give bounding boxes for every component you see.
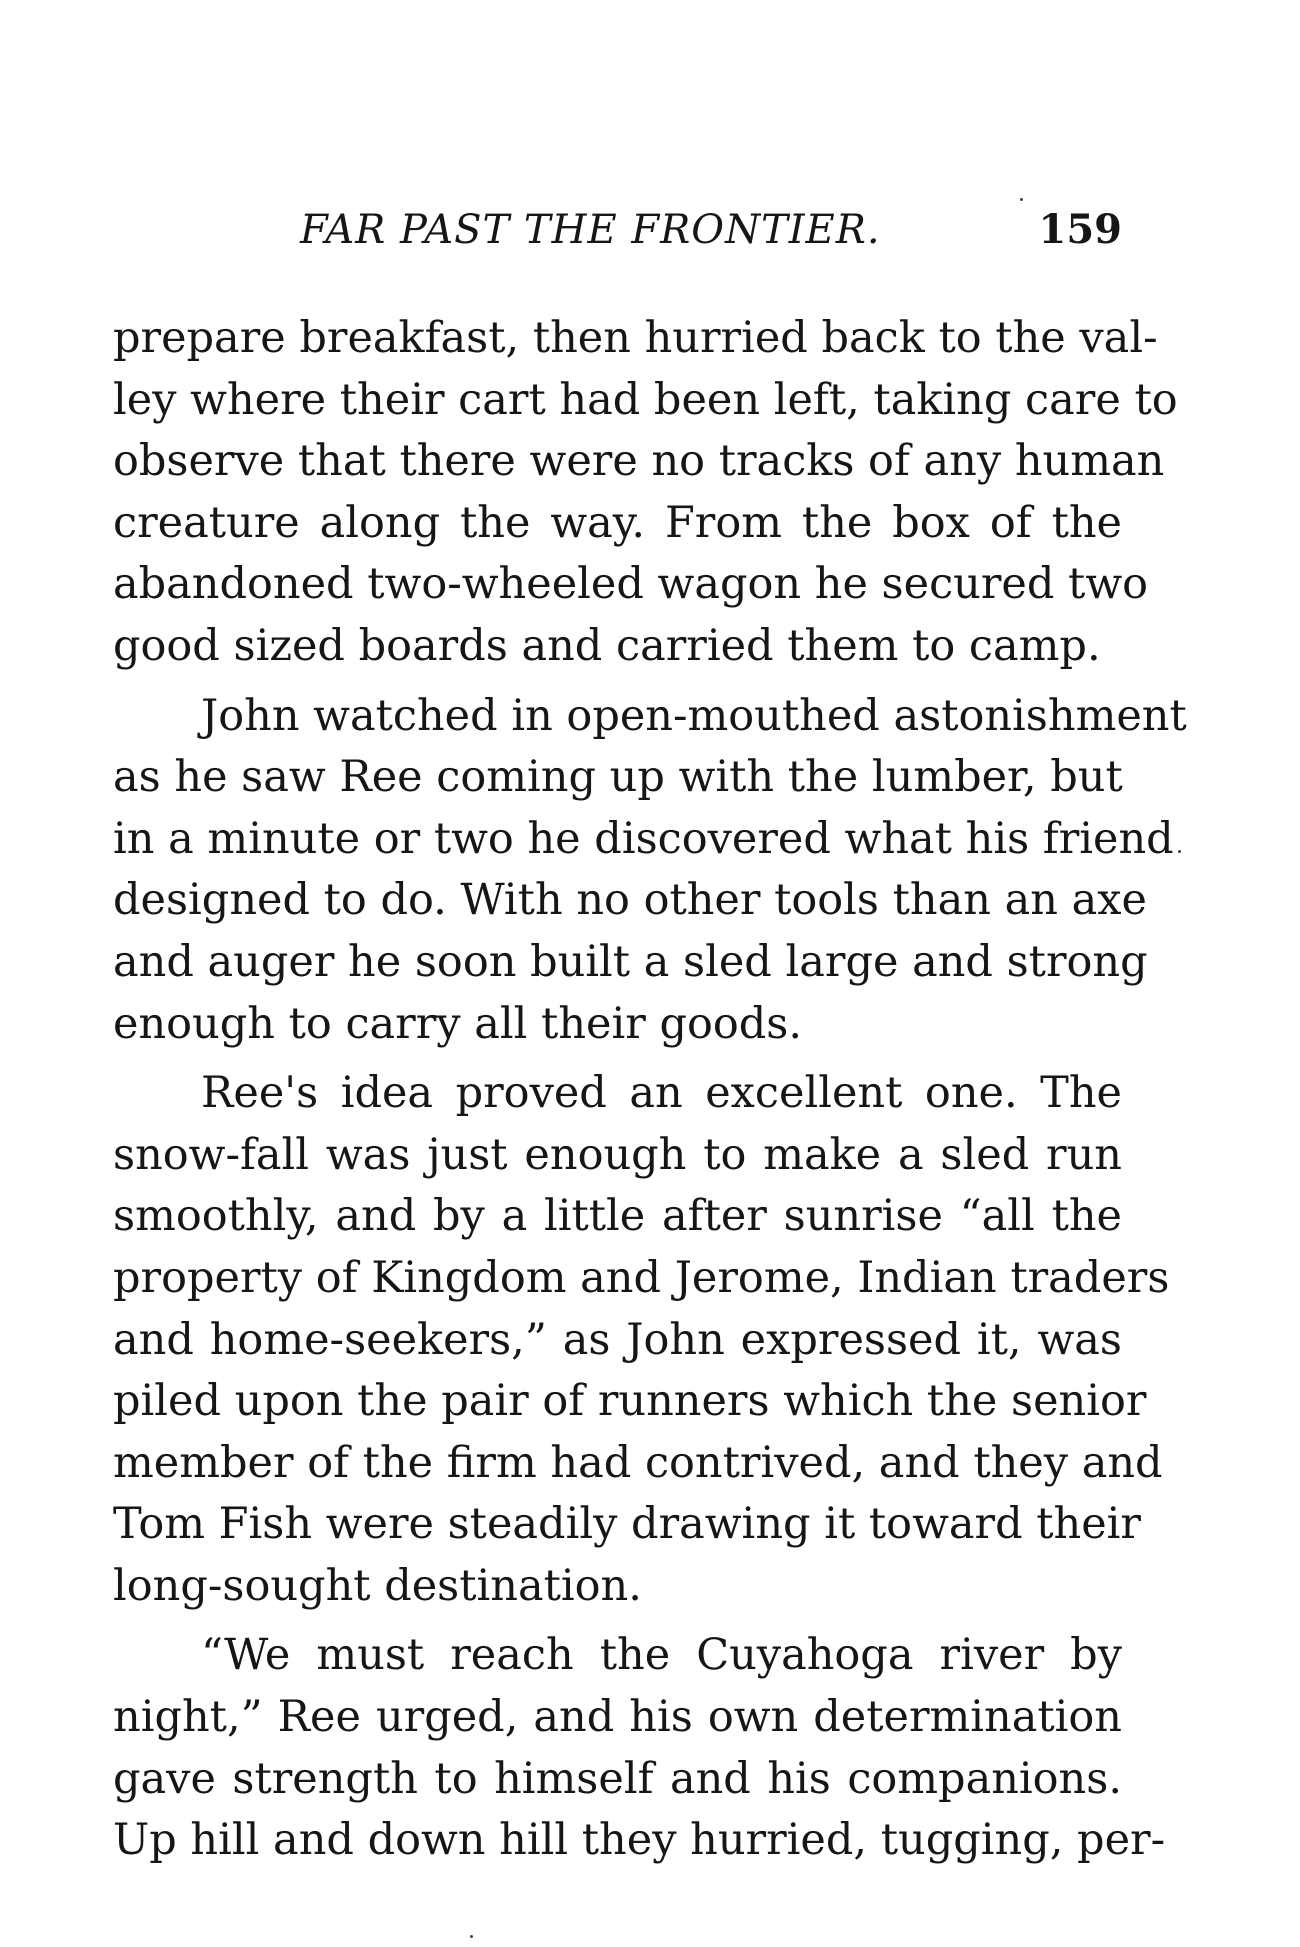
paragraph-4 (113, 1625, 1166, 1871)
text-line: snow-fall was just enough to make a sled run (113, 1129, 1122, 1180)
text-line: enough to carry all their goods. (113, 998, 803, 1049)
text-line: and home-seekers,” as John expressed it, was (113, 1314, 1122, 1365)
scan-speck (1178, 850, 1181, 853)
text-line: creature along the way. From the box of the (113, 497, 1122, 548)
text-line: gave strength to himself and his companions. (113, 1753, 1122, 1804)
text-line: and auger he soon built a sled large and strong (113, 936, 1148, 987)
scan-speck (470, 1935, 473, 1938)
text-line: prepare breakfast, then hurried back to the val- (113, 313, 1158, 363)
scan-speck (1020, 198, 1023, 201)
text-line: Tom Fish were steadily drawing it toward their (113, 1499, 1141, 1550)
text-line: Ree's idea proved an excellent one. The (201, 1068, 1122, 1119)
page-header (300, 200, 1122, 260)
text-line: “We must reach the Cuyahoga river by (201, 1630, 1122, 1681)
page-number: 159 (1038, 206, 1122, 253)
text-line: property of Kingdom and Jerome, Indian traders (113, 1252, 1170, 1303)
text-line: piled upon the pair of runners which the senior (113, 1376, 1147, 1427)
text-line: observe that there were no tracks of any human (113, 436, 1165, 487)
running-title: FAR PAST THE FRONTIER. (300, 207, 881, 253)
paragraph-1 (113, 308, 1178, 678)
text-line: long-sought destination. (113, 1560, 642, 1611)
body-text (113, 308, 1187, 1872)
text-line: member of the firm had contrived, and they and (113, 1437, 1163, 1488)
text-line: in a minute or two he discovered what his friend (113, 813, 1174, 864)
text-line: John watched in open-mouthed astonishment (201, 690, 1187, 741)
text-line: ley where their cart had been left, taking care to (113, 374, 1178, 425)
text-line: smoothly, and by a little after sunrise “all the (113, 1191, 1122, 1242)
text-line: designed to do. With no other tools than an axe (113, 875, 1147, 926)
text-line: abandoned two-wheeled wagon he secured two (113, 559, 1149, 610)
paragraph-2 (113, 686, 1187, 1056)
text-line: night,” Ree urged, and his own determination (113, 1692, 1122, 1743)
text-line: good sized boards and carried them to camp. (113, 620, 1101, 671)
paragraph-3 (113, 1063, 1170, 1617)
text-line: Up hill and down hill they hurried, tugging, per- (113, 1815, 1166, 1866)
text-line: as he saw Ree coming up with the lumber, but (113, 752, 1123, 803)
